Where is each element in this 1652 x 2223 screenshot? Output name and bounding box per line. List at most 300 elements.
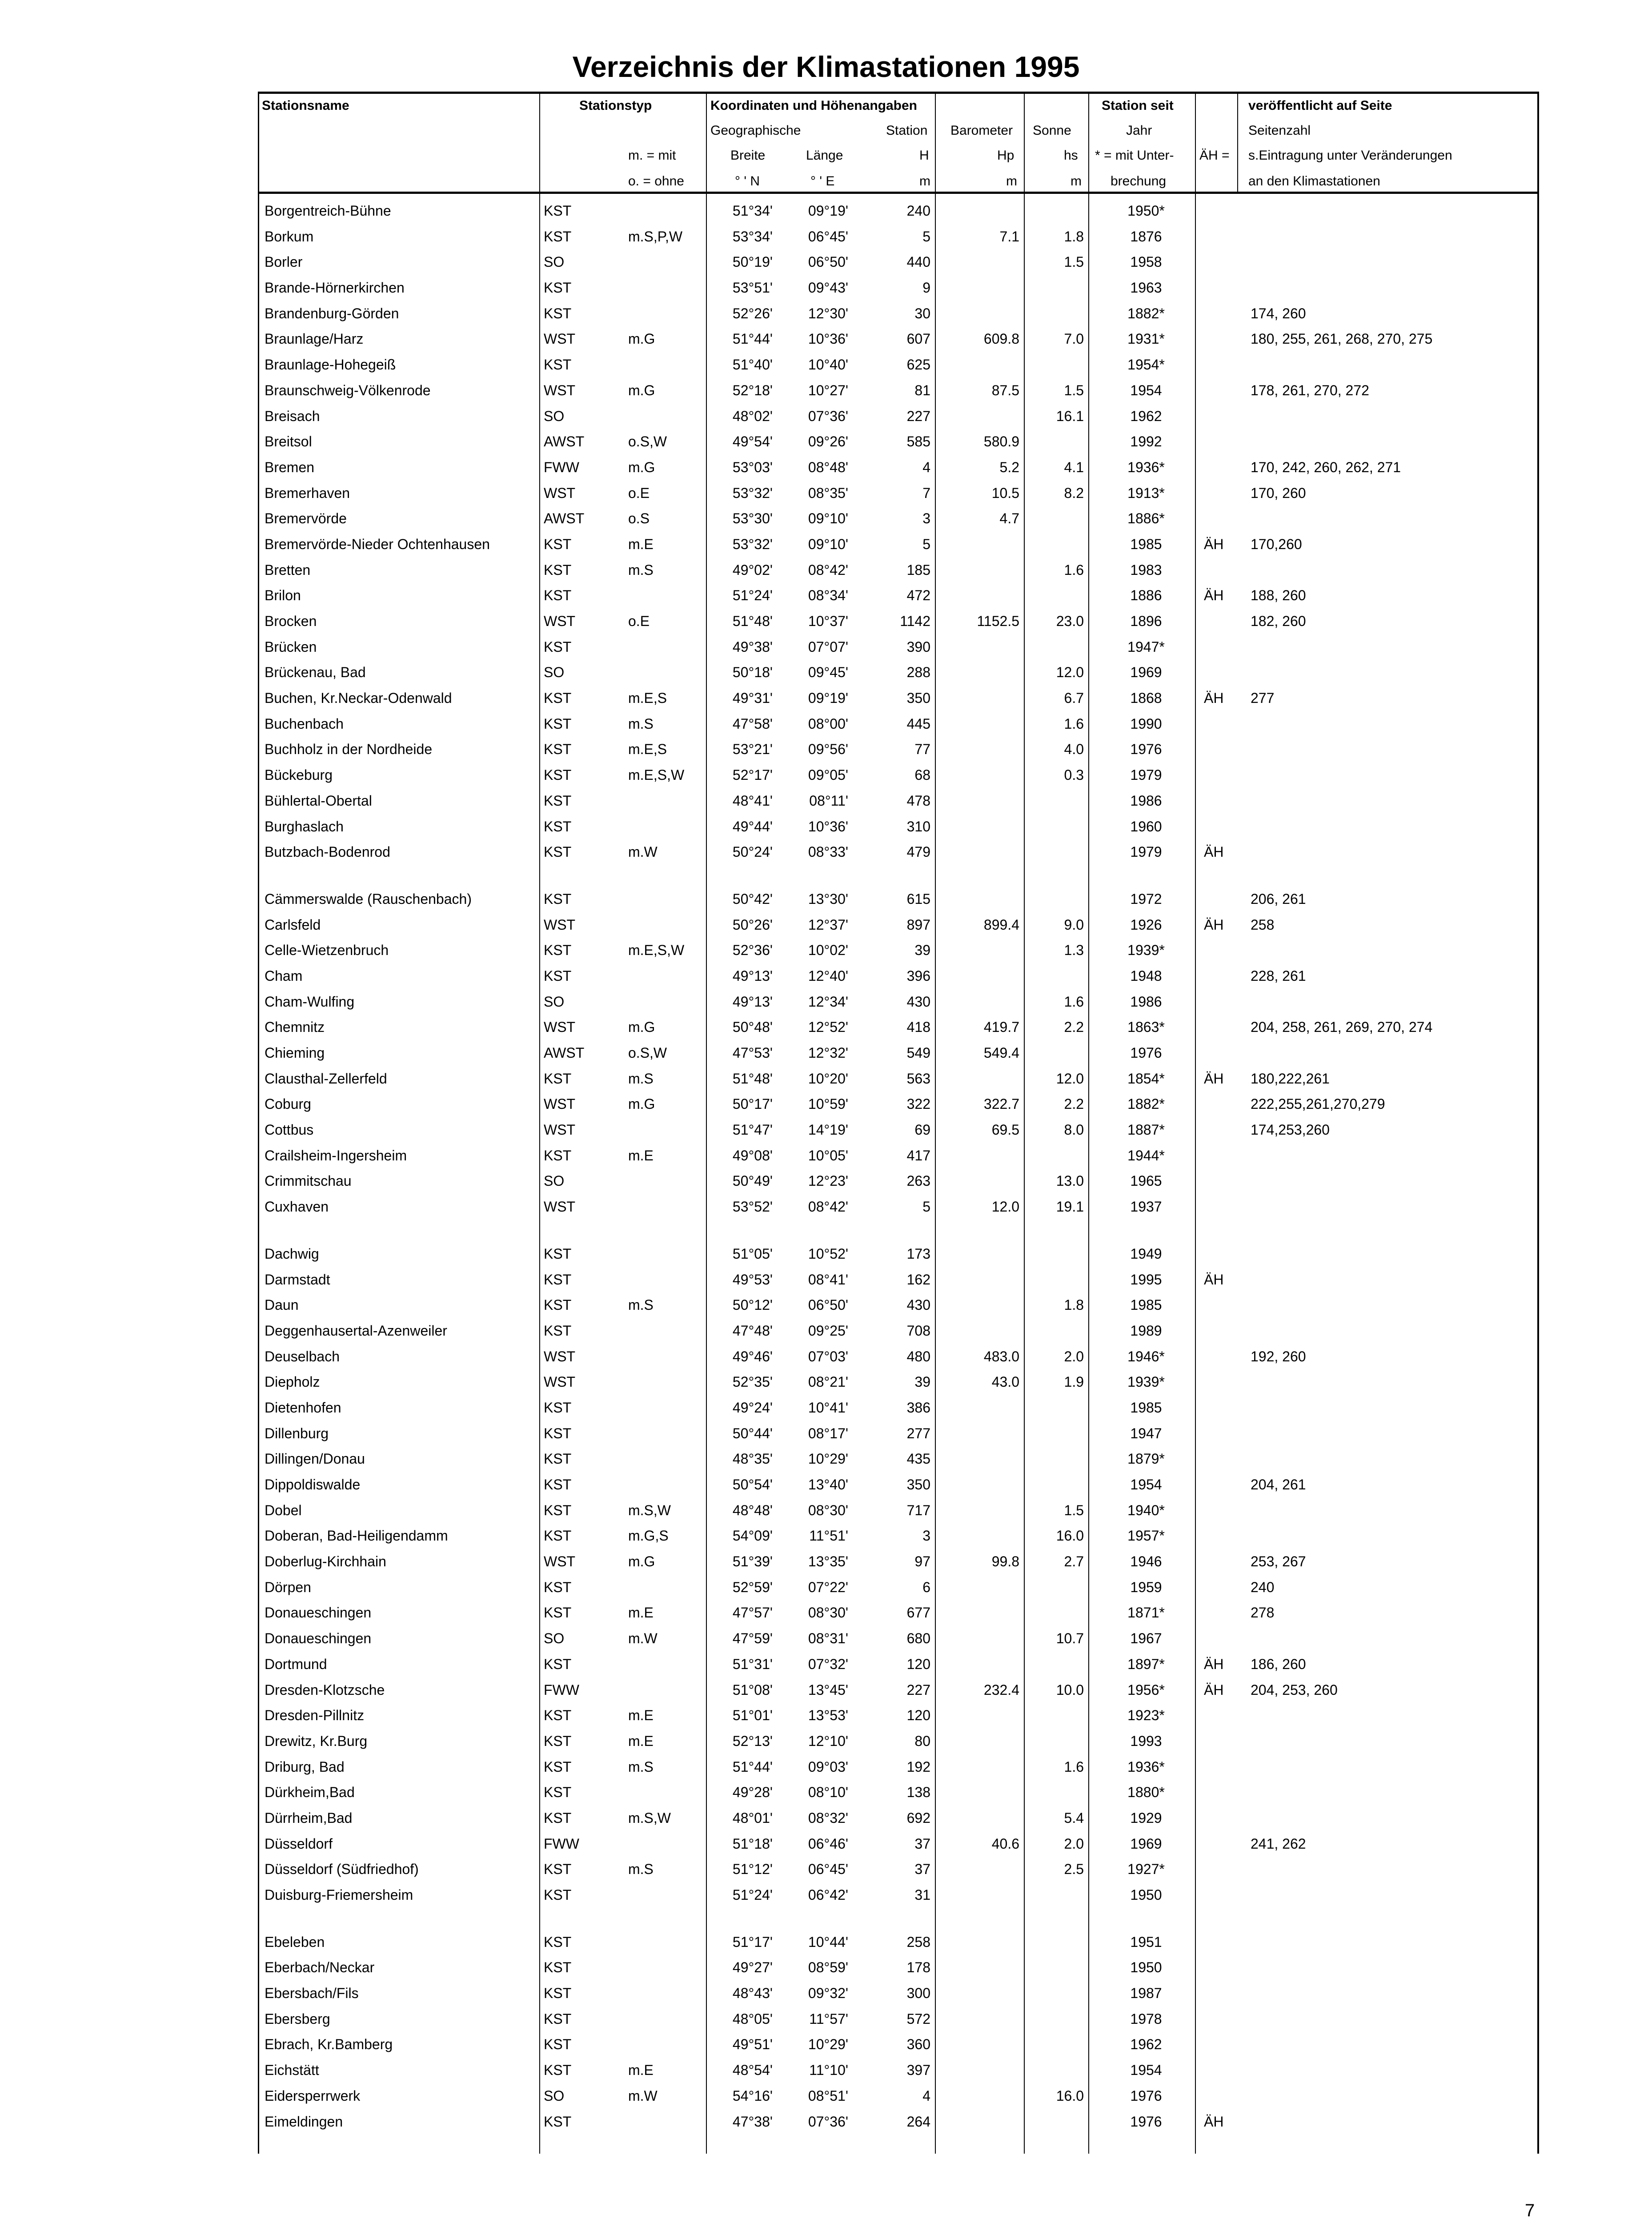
station-height: 300 [906, 1985, 930, 2002]
sun-height: 16.0 [1056, 1528, 1084, 1544]
longitude: 10°05' [808, 1147, 848, 1164]
since-year: 1987 [1130, 1985, 1162, 2002]
station-height: 360 [906, 2036, 930, 2053]
since-year: 1958 [1130, 254, 1162, 270]
longitude: 06°50' [808, 1297, 848, 1313]
latitude: 53°30' [732, 510, 773, 527]
station-name: Ebrach, Kr.Bamberg [265, 2036, 393, 2053]
since-year: 1986 [1130, 792, 1162, 809]
table-row [259, 479, 1537, 505]
longitude: 10°44' [808, 1934, 848, 1950]
table-row [259, 1470, 1537, 1496]
since-year: 1876 [1130, 228, 1162, 245]
sun-height: 10.7 [1056, 1630, 1084, 1647]
station-type: KST [544, 562, 572, 578]
since-year: 1976 [1130, 2113, 1162, 2130]
station-name: Eberbach/Neckar [265, 1959, 375, 1976]
table-row [259, 1979, 1537, 2005]
since-year: 1897* [1127, 1656, 1165, 1672]
latitude: 51°24' [732, 587, 773, 604]
longitude: 13°45' [808, 1681, 848, 1698]
station-height: 6 [922, 1579, 930, 1595]
station-name: Ebeleben [265, 1934, 325, 1950]
since-year: 1954 [1130, 382, 1162, 398]
since-year: 1992 [1130, 433, 1162, 450]
station-name: Bremervörde [265, 510, 347, 527]
sun-height: 16.1 [1056, 408, 1084, 424]
table-row [259, 427, 1537, 453]
change-marker: ÄH [1204, 916, 1224, 933]
station-name: Buchen, Kr.Neckar-Odenwald [265, 690, 452, 706]
row-spacer [259, 1218, 1537, 1240]
station-height: 5 [922, 1199, 930, 1215]
longitude: 08°17' [808, 1425, 848, 1441]
since-year: 1954 [1130, 2062, 1162, 2079]
latitude: 51°05' [732, 1245, 773, 1262]
longitude: 12°32' [808, 1045, 848, 1061]
station-type: KST [544, 891, 572, 907]
station-type: KST [544, 1425, 572, 1441]
station-table [258, 92, 1539, 2154]
since-year: 1887* [1127, 1122, 1165, 1138]
since-year: 1989 [1130, 1322, 1162, 1339]
latitude: 52°59' [732, 1579, 773, 1595]
station-type: WST [544, 1553, 576, 1570]
latitude: 51°48' [732, 1070, 773, 1087]
table-row [259, 735, 1537, 761]
station-type: KST [544, 2113, 572, 2130]
table-row [259, 1650, 1537, 1676]
barometer-height: 609.8 [983, 331, 1019, 347]
since-year: 1937 [1130, 1199, 1162, 1215]
station-name: Bremen [265, 459, 315, 475]
table-row [259, 2056, 1537, 2082]
table-row [259, 911, 1537, 936]
station-name: Dillenburg [265, 1425, 329, 1441]
station-equipment: m.E,S [628, 690, 667, 706]
published-pages: 204, 253, 260 [1251, 1681, 1338, 1698]
latitude: 51°40' [732, 357, 773, 373]
table-row [259, 299, 1537, 325]
latitude: 51°47' [732, 1122, 773, 1138]
sun-height: 1.8 [1064, 228, 1084, 245]
latitude: 48°02' [732, 408, 773, 424]
barometer-height: 1152.5 [977, 613, 1019, 629]
latitude: 50°54' [732, 1477, 773, 1493]
sun-height: 1.6 [1064, 715, 1084, 732]
header-sonne-unit: m [1071, 174, 1082, 189]
station-type: KST [544, 1985, 572, 2002]
since-year: 1882* [1127, 305, 1165, 321]
longitude: 08°42' [808, 1199, 848, 1215]
since-year: 1986 [1130, 993, 1162, 1010]
sun-height: 5.4 [1064, 1810, 1084, 1826]
station-type: KST [544, 1147, 572, 1164]
station-equipment: m.E [628, 1147, 654, 1164]
table-row [259, 812, 1537, 838]
table-row [259, 1116, 1537, 1141]
since-year: 1962 [1130, 2036, 1162, 2053]
station-name: Dobel [265, 1502, 302, 1518]
table-row [259, 1676, 1537, 1701]
sun-height: 2.2 [1064, 1096, 1084, 1112]
station-name: Brandenburg-Görden [265, 305, 399, 321]
station-height: 227 [906, 408, 930, 424]
sun-height: 2.5 [1064, 1861, 1084, 1878]
header-seitenzahl: Seitenzahl [1248, 123, 1311, 138]
station-name: Buchenbach [265, 715, 344, 732]
barometer-height: 5.2 [999, 459, 1019, 475]
station-type: KST [544, 1451, 572, 1467]
longitude: 12°40' [808, 967, 848, 984]
published-pages: 258 [1251, 916, 1275, 933]
longitude: 10°02' [808, 942, 848, 959]
longitude: 08°32' [808, 1810, 848, 1826]
latitude: 51°31' [732, 1656, 773, 1672]
latitude: 52°35' [732, 1374, 773, 1390]
sun-height: 23.0 [1056, 613, 1084, 629]
header-stationsname: Stationsname [262, 98, 349, 113]
station-type: KST [544, 357, 572, 373]
latitude: 51°34' [732, 203, 773, 219]
header-sonne-hs: hs [1064, 148, 1078, 163]
longitude: 06°46' [808, 1835, 848, 1852]
table-row [259, 1496, 1537, 1522]
station-name: Borkum [265, 228, 314, 245]
table-row [259, 2082, 1537, 2107]
station-type: WST [544, 485, 576, 501]
barometer-height: 483.0 [983, 1348, 1019, 1364]
since-year: 1863* [1127, 1019, 1165, 1035]
sun-height: 1.8 [1064, 1297, 1084, 1313]
latitude: 49°13' [732, 967, 773, 984]
sun-height: 7.0 [1064, 331, 1084, 347]
table-row [259, 1393, 1537, 1419]
table-row [259, 453, 1537, 479]
station-height: 478 [906, 792, 930, 809]
header-veroeffentlicht: veröffentlicht auf Seite [1248, 98, 1392, 113]
station-type: AWST [544, 433, 585, 450]
station-height: 480 [906, 1348, 930, 1364]
table-row [259, 1240, 1537, 1265]
table-row [259, 1291, 1537, 1316]
latitude: 48°35' [732, 1451, 773, 1467]
longitude: 14°19' [808, 1122, 848, 1138]
table-row [259, 1419, 1537, 1445]
station-height: 472 [906, 587, 930, 604]
table-row [259, 1598, 1537, 1624]
published-pages: 170, 260 [1251, 485, 1306, 501]
station-equipment: m.E [628, 1733, 654, 1749]
header-barometer-unit: m [1006, 174, 1017, 189]
longitude: 06°45' [808, 228, 848, 245]
longitude: 09°19' [808, 203, 848, 219]
latitude: 48°01' [732, 1810, 773, 1826]
longitude: 08°21' [808, 1374, 848, 1390]
station-name: Dortmund [265, 1656, 327, 1672]
since-year: 1923* [1127, 1707, 1165, 1724]
longitude: 08°34' [808, 587, 848, 604]
table-row [259, 402, 1537, 428]
longitude: 09°56' [808, 741, 848, 758]
station-name: Dörpen [265, 1579, 311, 1595]
since-year: 1985 [1130, 1297, 1162, 1313]
sun-height: 9.0 [1064, 916, 1084, 933]
since-year: 1979 [1130, 844, 1162, 860]
change-marker: ÄH [1204, 690, 1224, 706]
table-row [259, 1141, 1537, 1167]
station-height: 717 [906, 1502, 930, 1518]
published-pages: 182, 260 [1251, 613, 1306, 629]
station-name: Chieming [265, 1045, 325, 1061]
table-row [259, 581, 1537, 607]
station-name: Eidersperrwerk [265, 2087, 361, 2104]
header-station-unit: m [919, 174, 930, 189]
station-name: Breisach [265, 408, 320, 424]
station-name: Brocken [265, 613, 317, 629]
since-year: 1959 [1130, 1579, 1162, 1595]
station-type: KST [544, 587, 572, 604]
latitude: 50°44' [732, 1425, 773, 1441]
table-row [259, 1013, 1537, 1039]
since-year: 1990 [1130, 715, 1162, 732]
latitude: 49°46' [732, 1348, 773, 1364]
station-height: 39 [914, 942, 930, 959]
latitude: 51°48' [732, 613, 773, 629]
station-name: Dresden-Pillnitz [265, 1707, 365, 1724]
sun-height: 0.3 [1064, 767, 1084, 783]
latitude: 53°32' [732, 536, 773, 552]
latitude: 49°24' [732, 1399, 773, 1416]
station-height: 563 [906, 1070, 930, 1087]
sun-height: 2.0 [1064, 1835, 1084, 1852]
station-height: 68 [914, 767, 930, 783]
latitude: 48°54' [732, 2062, 773, 2079]
station-height: 9 [922, 280, 930, 296]
station-name: Eichstätt [265, 2062, 319, 2079]
station-height: 435 [906, 1451, 930, 1467]
station-height: 549 [906, 1045, 930, 1061]
published-pages: 170, 242, 260, 262, 271 [1251, 459, 1401, 475]
published-pages: 206, 261 [1251, 891, 1306, 907]
station-equipment: o.S,W [628, 433, 667, 450]
station-name: Dürkheim,Bad [265, 1784, 355, 1801]
latitude: 49°02' [732, 562, 773, 578]
table-row [259, 248, 1537, 273]
longitude: 09°19' [808, 690, 848, 706]
since-year: 1929 [1130, 1810, 1162, 1826]
station-height: 277 [906, 1425, 930, 1441]
longitude: 11°57' [809, 2010, 848, 2027]
longitude: 08°10' [808, 1784, 848, 1801]
header-laenge-unit: ° ' E [810, 174, 835, 189]
since-year: 1886* [1127, 510, 1165, 527]
station-type: KST [544, 1861, 572, 1878]
since-year: 1886 [1130, 587, 1162, 604]
published-pages: 174,253,260 [1251, 1122, 1330, 1138]
table-row [259, 1778, 1537, 1804]
longitude: 08°35' [808, 485, 848, 501]
barometer-height: 7.1 [999, 228, 1019, 245]
station-name: Donaueschingen [265, 1605, 372, 1621]
longitude: 10°36' [808, 818, 848, 835]
station-name: Düsseldorf (Südfriedhof) [265, 1861, 419, 1878]
station-name: Eimeldingen [265, 2113, 343, 2130]
since-year: 1976 [1130, 1045, 1162, 1061]
station-name: Clausthal-Zellerfeld [265, 1070, 387, 1087]
since-year: 1871* [1127, 1605, 1165, 1621]
station-equipment: m.E,S,W [628, 942, 685, 959]
sun-height: 4.0 [1064, 741, 1084, 758]
table-row [259, 2005, 1537, 2030]
station-name: Düsseldorf [265, 1835, 333, 1852]
station-name: Braunlage/Harz [265, 331, 364, 347]
change-marker: ÄH [1204, 1070, 1224, 1087]
latitude: 53°34' [732, 228, 773, 245]
station-type: KST [544, 715, 572, 732]
barometer-height: 10.5 [991, 485, 1019, 501]
since-year: 1969 [1130, 664, 1162, 681]
longitude: 08°00' [808, 715, 848, 732]
header-m-mit: m. = mit [628, 148, 676, 163]
sun-height: 6.7 [1064, 690, 1084, 706]
table-row [259, 710, 1537, 735]
header-stationstyp: Stationstyp [579, 98, 652, 113]
sun-height: 12.0 [1056, 664, 1084, 681]
station-equipment: o.S,W [628, 1045, 667, 1061]
since-year: 1951 [1130, 1934, 1162, 1950]
published-pages: 241, 262 [1251, 1835, 1306, 1852]
station-type: KST [544, 1477, 572, 1493]
station-height: 430 [906, 1297, 930, 1313]
station-name: Bremerhaven [265, 485, 350, 501]
station-height: 677 [906, 1605, 930, 1621]
table-row [259, 1064, 1537, 1090]
latitude: 49°13' [732, 993, 773, 1010]
station-equipment: m.S,W [628, 1502, 671, 1518]
station-equipment: m.E [628, 536, 654, 552]
station-equipment: m.G [628, 1553, 655, 1570]
station-height: 310 [906, 818, 930, 835]
station-name: Carlsfeld [265, 916, 321, 933]
station-type: KST [544, 536, 572, 552]
longitude: 09°10' [808, 510, 848, 527]
longitude: 10°29' [808, 1451, 848, 1467]
station-type: KST [544, 1758, 572, 1775]
longitude: 12°10' [808, 1733, 848, 1749]
header-ah-eq: ÄH = [1199, 148, 1230, 163]
latitude: 48°41' [732, 792, 773, 809]
station-name: Dürrheim,Bad [265, 1810, 353, 1826]
station-name: Bretten [265, 562, 311, 578]
station-height: 615 [906, 891, 930, 907]
station-type: KST [544, 818, 572, 835]
station-equipment: m.E [628, 2062, 654, 2079]
station-name: Driburg, Bad [265, 1758, 345, 1775]
table-header [259, 92, 1537, 194]
station-type: KST [544, 1399, 572, 1416]
station-name: Crimmitschau [265, 1173, 352, 1189]
station-type: SO [544, 2087, 565, 2104]
station-equipment: m.G,S [628, 1528, 669, 1544]
station-equipment: m.S [628, 1758, 654, 1775]
table-row [259, 1701, 1537, 1727]
longitude: 13°30' [808, 891, 848, 907]
longitude: 08°42' [808, 562, 848, 578]
sun-height: 1.9 [1064, 1374, 1084, 1390]
station-height: 607 [906, 331, 930, 347]
station-height: 80 [914, 1733, 930, 1749]
station-name: Dietenhofen [265, 1399, 341, 1416]
station-height: 192 [906, 1758, 930, 1775]
station-name: Doberlug-Kirchhain [265, 1553, 386, 1570]
longitude: 07°07' [808, 638, 848, 655]
latitude: 47°57' [732, 1605, 773, 1621]
latitude: 51°44' [732, 331, 773, 347]
latitude: 52°36' [732, 942, 773, 959]
station-equipment: m.G [628, 1019, 655, 1035]
latitude: 48°48' [732, 1502, 773, 1518]
sun-height: 1.6 [1064, 562, 1084, 578]
station-type: KST [544, 1733, 572, 1749]
station-height: 390 [906, 638, 930, 655]
change-marker: ÄH [1204, 1656, 1224, 1672]
published-pages: 174, 260 [1251, 305, 1306, 321]
station-name: Doberan, Bad-Heiligendamm [265, 1528, 448, 1544]
station-type: KST [544, 844, 572, 860]
header-koordinaten: Koordinaten und Höhenangaben [710, 98, 917, 113]
table-row [259, 1090, 1537, 1116]
table-row [259, 376, 1537, 402]
station-name: Donaueschingen [265, 1630, 372, 1647]
since-year: 1868 [1130, 690, 1162, 706]
header-laenge: Länge [806, 148, 843, 163]
station-height: 479 [906, 844, 930, 860]
latitude: 50°26' [732, 916, 773, 933]
latitude: 51°17' [732, 1934, 773, 1950]
header-sonne: Sonne [1033, 123, 1071, 138]
station-name: Butzbach-Bodenrod [265, 844, 390, 860]
station-height: 227 [906, 1681, 930, 1698]
station-height: 3 [922, 1528, 930, 1544]
longitude: 09°43' [808, 280, 848, 296]
latitude: 52°17' [732, 767, 773, 783]
station-height: 397 [906, 2062, 930, 2079]
station-type: KST [544, 1810, 572, 1826]
station-equipment: m.S [628, 1070, 654, 1087]
station-name: Cuxhaven [265, 1199, 329, 1215]
longitude: 10°29' [808, 2036, 848, 2053]
table-row [259, 885, 1537, 911]
barometer-height: 4.7 [999, 510, 1019, 527]
barometer-height: 899.4 [983, 916, 1019, 933]
latitude: 52°26' [732, 305, 773, 321]
station-name: Bückeburg [265, 767, 333, 783]
station-name: Ebersbach/Fils [265, 1985, 359, 2002]
since-year: 1950 [1130, 1959, 1162, 1976]
published-pages: 180,222,261 [1251, 1070, 1330, 1087]
header-station: Station [886, 123, 928, 138]
since-year: 1956* [1127, 1681, 1165, 1698]
station-name: Cottbus [265, 1122, 314, 1138]
latitude: 49°31' [732, 690, 773, 706]
header-o-ohne: o. = ohne [628, 174, 684, 189]
station-name: Borler [265, 254, 303, 270]
table-row [259, 1368, 1537, 1393]
barometer-height: 232.4 [983, 1681, 1019, 1698]
station-height: 5 [922, 536, 930, 552]
station-height: 162 [906, 1271, 930, 1288]
